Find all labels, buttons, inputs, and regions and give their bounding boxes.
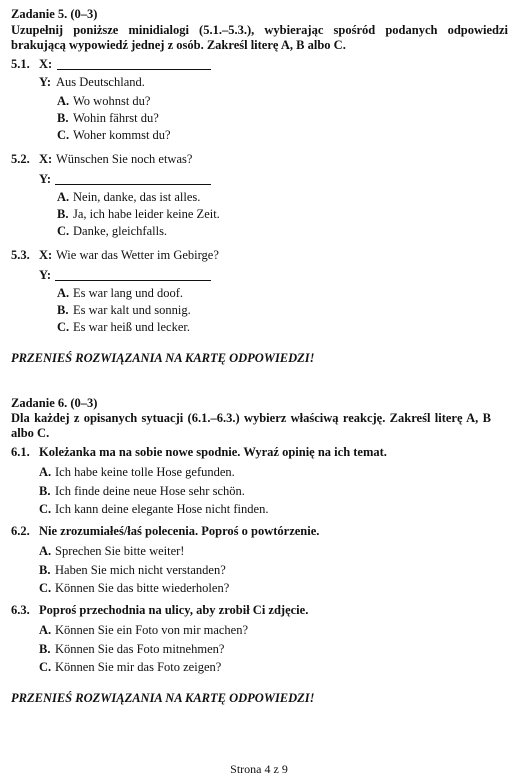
option-text: Können Sie mir das Foto zeigen? xyxy=(55,660,222,674)
option-letter: A. xyxy=(39,623,52,637)
option xyxy=(39,580,229,596)
option xyxy=(57,93,150,109)
option xyxy=(57,127,171,143)
option xyxy=(39,464,235,480)
item-number: 5.3. xyxy=(11,248,30,262)
option-text: Wohin fährst du? xyxy=(73,111,159,125)
option xyxy=(39,501,268,517)
task6-instruction-line1: Dla każdej z opisanych sytuacji (6.1.–6.3.) wybierz właściwą reakcję. Zakreśl literę A, B xyxy=(11,411,491,425)
speaker-x-text: Wie war das Wetter im Gebirge? xyxy=(56,248,219,262)
option-text: Es war heiß und lecker. xyxy=(73,320,190,334)
transfer-note: PRZENIEŚ ROZWIĄZANIA NA KARTĘ ODPOWIEDZI! xyxy=(11,691,315,705)
option-letter: A. xyxy=(39,465,52,479)
option xyxy=(39,543,184,559)
transfer-note: PRZENIEŚ ROZWIĄZANIA NA KARTĘ ODPOWIEDZI! xyxy=(11,351,315,365)
task5-title: Zadanie 5. (0–3) xyxy=(11,7,98,21)
option xyxy=(57,206,220,222)
option-text: Ich habe keine tolle Hose gefunden. xyxy=(55,465,235,479)
option-text: Ich kann deine elegante Hose nicht finden. xyxy=(55,502,269,516)
option xyxy=(57,110,159,126)
speaker-y-label: Y: xyxy=(39,172,52,186)
option xyxy=(39,641,224,657)
speaker-y-text: Aus Deutschland. xyxy=(56,75,145,89)
option-text: Ja, ich habe leider keine Zeit. xyxy=(73,207,220,221)
option-letter: B. xyxy=(39,563,51,577)
item-number: 5.2. xyxy=(11,152,30,166)
option-text: Es war lang und doof. xyxy=(73,286,184,300)
option-text: Können Sie das Foto mitnehmen? xyxy=(55,642,225,656)
option-text: Es war kalt und sonnig. xyxy=(73,303,191,317)
option xyxy=(39,483,245,499)
option xyxy=(57,319,190,335)
option xyxy=(57,189,200,205)
answer-blank xyxy=(55,269,211,281)
option-text: Nein, danke, das ist alles. xyxy=(73,190,201,204)
option-text: Woher kommst du? xyxy=(73,128,171,142)
option-text: Haben Sie mich nicht verstanden? xyxy=(55,563,226,577)
speaker-y-label: Y: xyxy=(39,268,52,282)
situation-text: Nie zrozumiałeś/łaś polecenia. Poproś o powtórzenie. xyxy=(39,524,320,538)
speaker-x-label: X: xyxy=(39,248,53,262)
option-letter: C. xyxy=(57,320,70,334)
option-text: Sprechen Sie bitte weiter! xyxy=(55,544,185,558)
task5-instruction-line2: brakującą wypowiedź jednej z osób. Zakreśl literę A, B albo C. xyxy=(11,38,346,52)
item-number: 6.2. xyxy=(11,524,30,538)
option-text: Können Sie ein Foto von mir machen? xyxy=(55,623,249,637)
option-text: Wo wohnst du? xyxy=(73,94,151,108)
option-letter: C. xyxy=(39,502,52,516)
option xyxy=(57,302,191,318)
option-letter: B. xyxy=(57,111,69,125)
option-letter: C. xyxy=(39,660,52,674)
option-letter: B. xyxy=(39,484,51,498)
option-letter: B. xyxy=(57,207,69,221)
task6-title: Zadanie 6. (0–3) xyxy=(11,396,98,410)
task5-instruction-line1: Uzupełnij poniższe minidialogi (5.1.–5.3.), wybierając spośród podanych odpowiedzi xyxy=(11,23,508,37)
option-letter: A. xyxy=(57,190,70,204)
item-number: 6.1. xyxy=(11,445,30,459)
speaker-y-label: Y: xyxy=(39,75,52,89)
option-letter: A. xyxy=(39,544,52,558)
answer-blank xyxy=(55,173,211,185)
option xyxy=(39,622,248,638)
option-letter: B. xyxy=(57,303,69,317)
task6-instruction-line2: albo C. xyxy=(11,426,50,440)
item-number: 6.3. xyxy=(11,603,30,617)
option-text: Ich finde deine neue Hose sehr schön. xyxy=(55,484,245,498)
option-text: Danke, gleichfalls. xyxy=(73,224,168,238)
option-letter: C. xyxy=(57,128,70,142)
speaker-x-label: X: xyxy=(39,57,53,71)
option xyxy=(57,285,183,301)
situation-text: Koleżanka ma na sobie nowe spodnie. Wyraź opinię na ich temat. xyxy=(39,445,387,459)
item-number: 5.1. xyxy=(11,57,30,71)
option xyxy=(39,659,221,675)
option xyxy=(57,223,167,239)
option-letter: B. xyxy=(39,642,51,656)
option-letter: A. xyxy=(57,94,70,108)
page-number: Strona 4 z 9 xyxy=(230,762,288,776)
speaker-x-label: X: xyxy=(39,152,53,166)
option-letter: A. xyxy=(57,286,70,300)
situation-text: Poproś przechodnia na ulicy, aby zrobił Ci zdjęcie. xyxy=(39,603,309,617)
option-letter: C. xyxy=(57,224,70,238)
speaker-x-text: Wünschen Sie noch etwas? xyxy=(56,152,193,166)
option-letter: C. xyxy=(39,581,52,595)
option xyxy=(39,562,226,578)
answer-blank xyxy=(57,58,211,70)
option-text: Können Sie das bitte wiederholen? xyxy=(55,581,230,595)
